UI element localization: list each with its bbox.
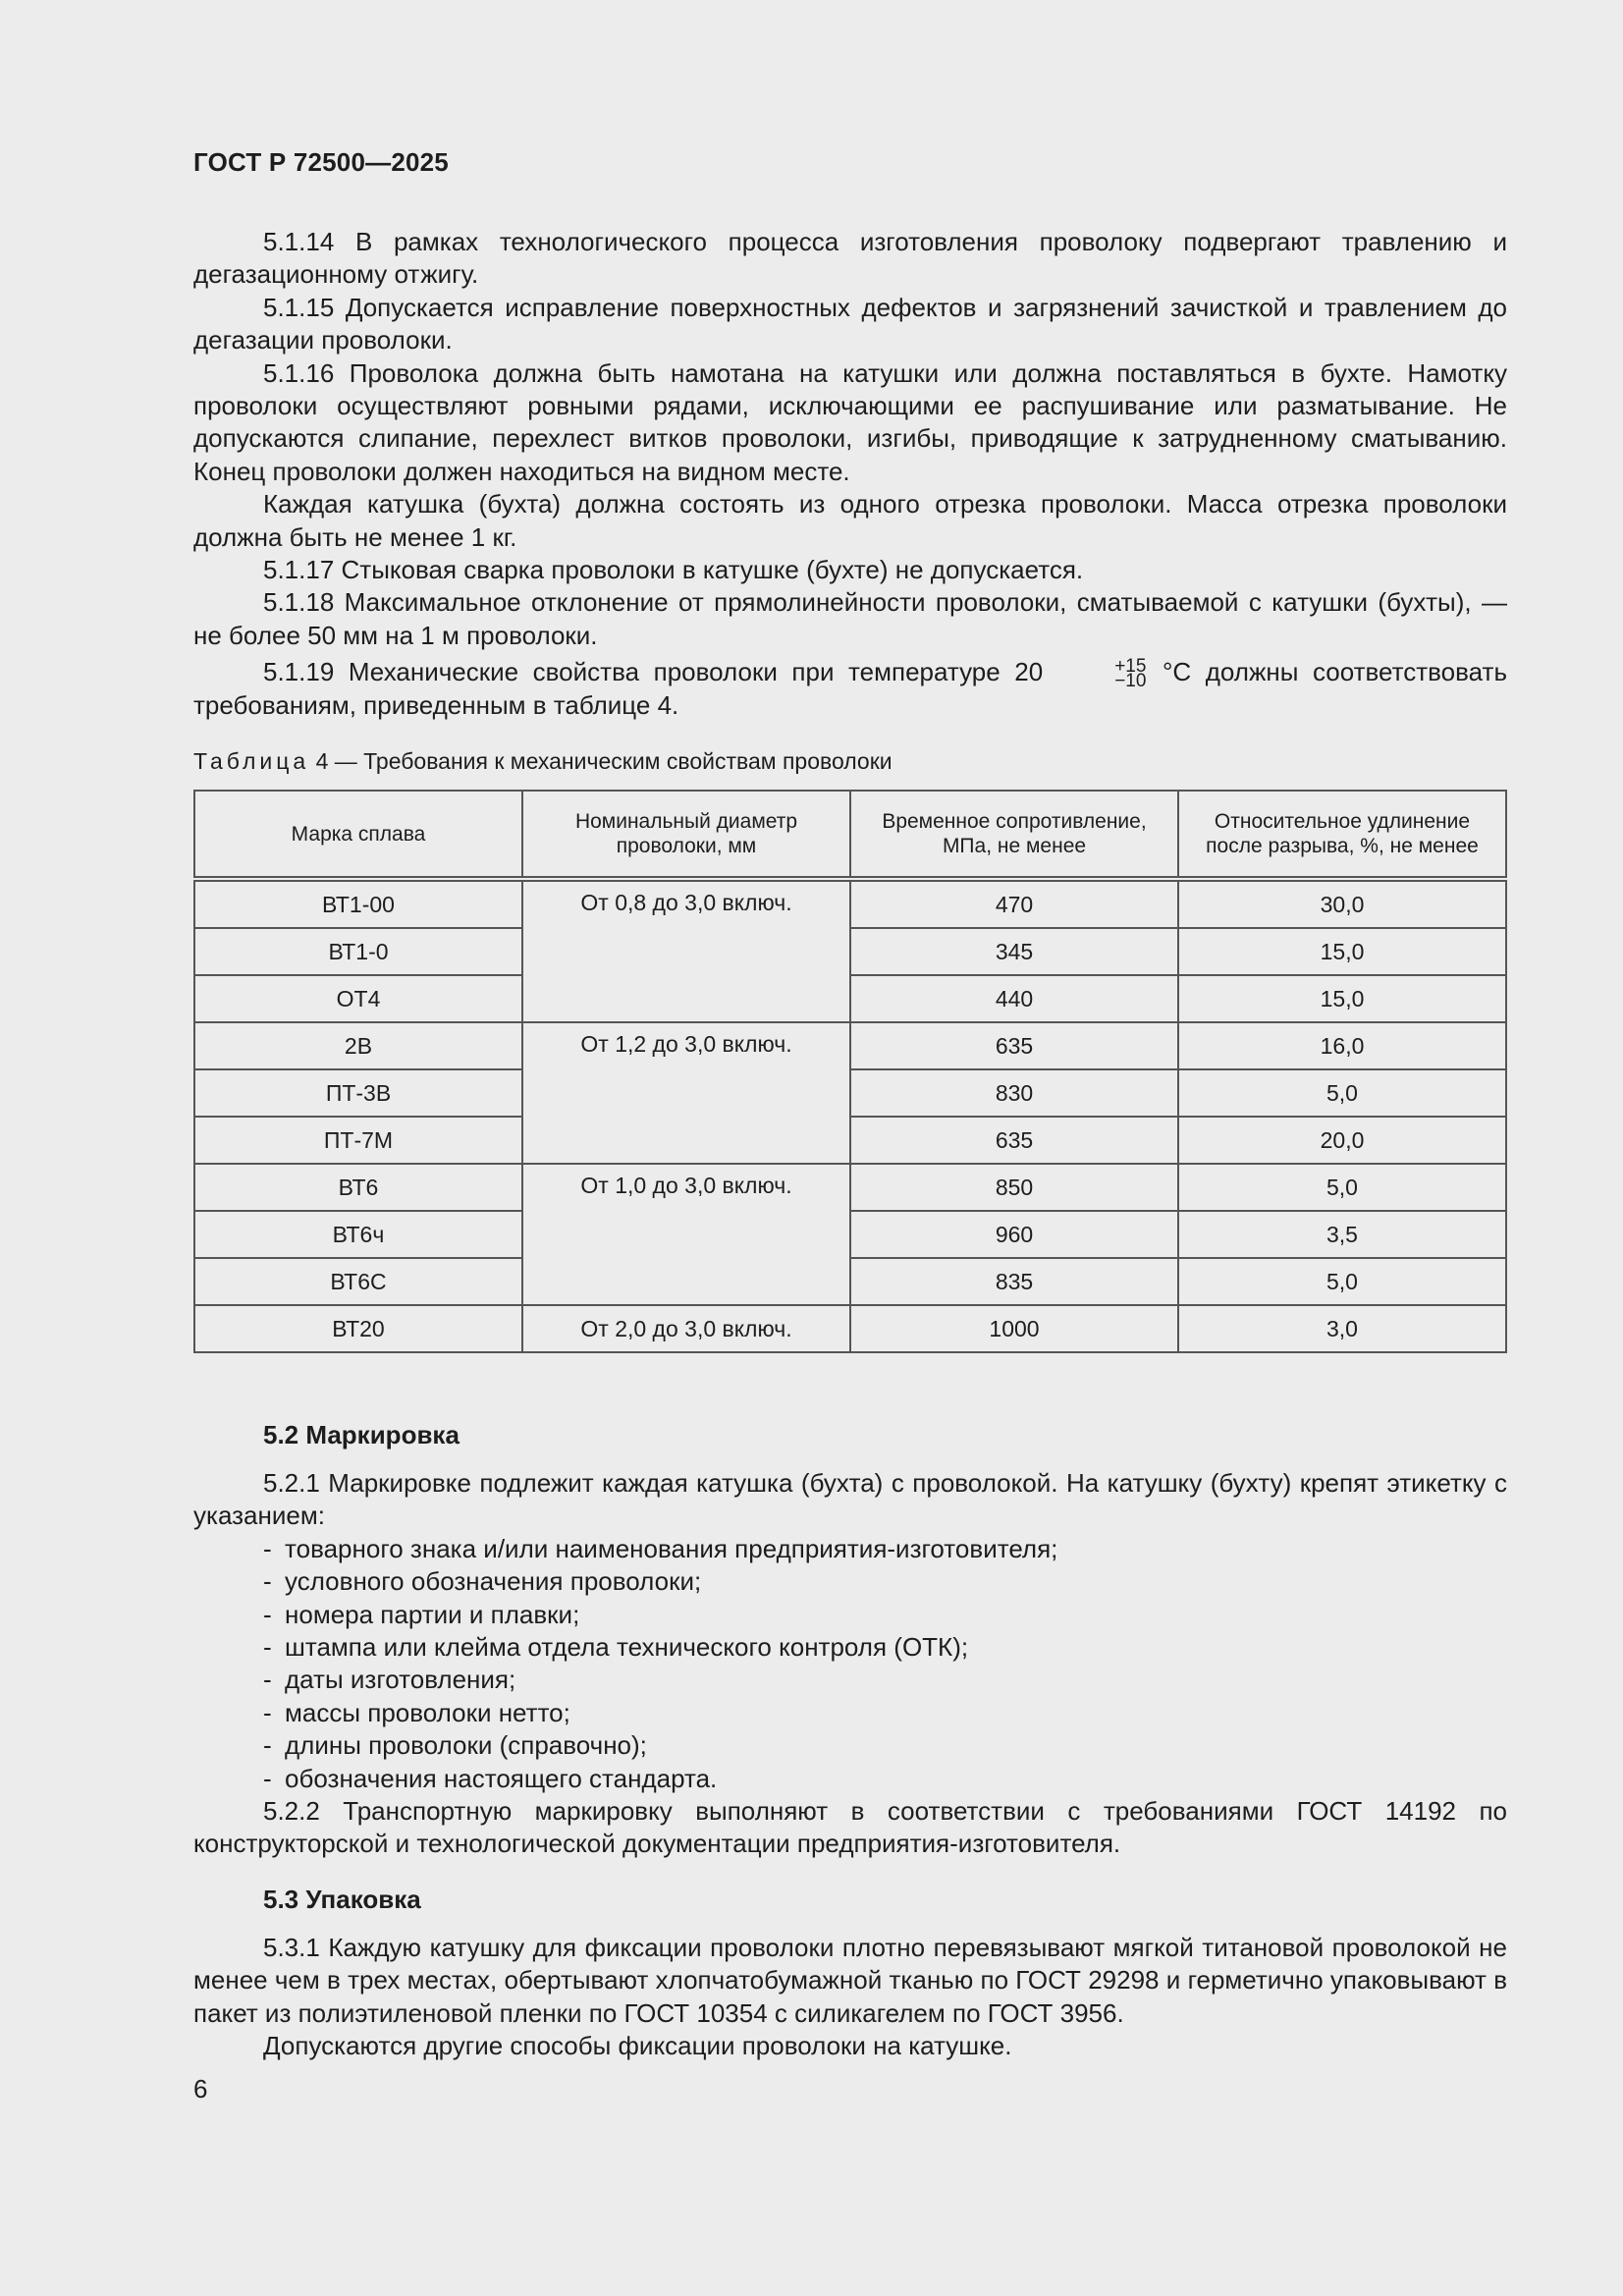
cell-alloy: ВТ20 [194,1305,522,1352]
cell-alloy: ВТ6С [194,1258,522,1305]
paragraph-5-1-19-end: °С должны соответствовать требованиям, приведенным в таблице 4. [193,657,1507,720]
cell-elongation: 5,0 [1178,1258,1506,1305]
cell-elongation: 16,0 [1178,1022,1506,1069]
cell-strength: 635 [850,1117,1178,1164]
temperature-value: 20 [1014,657,1044,687]
paragraph-5-1-19 [193,656,1507,722]
cell-elongation: 20,0 [1178,1117,1506,1164]
list-marker: - [263,1566,272,1597]
paragraph-5-1-16: 5.1.16 Проволока должна быть намотана на катушки или должна поставляться в бухте. Намотку проволоки осуществляют ровными рядами, исключающими ее распушивание или разматывание. Не допускаются слипание, перехлест витков проволоки, изгибы, приводящие к затрудненному сматыванию. Конец проволоки должен находиться на видном месте. [193,357,1507,486]
list-item-text: массы проволоки нетто; [285,1697,570,1727]
table-row [194,1258,1506,1305]
paragraph-5-1-15: 5.1.15 Допускается исправление поверхностных дефектов и загрязнений зачисткой и травлением до дегазации проволоки. [193,292,1507,355]
list-item-text: номера партии и плавки; [285,1599,580,1629]
list-marker: - [263,1697,272,1727]
cell-elongation: 3,0 [1178,1305,1506,1352]
list-item-text: обозначения настоящего стандарта. [285,1763,718,1793]
cell-diameter: От 2,0 до 3,0 включ. [522,1305,850,1352]
cell-strength: 470 [850,879,1178,928]
paragraph-5-1-18: 5.1.18 Максимальное отклонение от прямолинейности проволоки, сматываемой с катушки (бухты), — не более 50 мм на 1 м проволоки. [193,587,1507,650]
list-item [193,1664,1507,1696]
list-item [193,1697,1507,1729]
cell-alloy: 2В [194,1022,522,1069]
paragraph-5-2-1: 5.2.1 Маркировке подлежит каждая катушка (бухта) с проволокой. На катушку (бухту) крепят этикетку с указанием: [193,1468,1507,1531]
cell-alloy: ВТ1-00 [194,879,522,928]
cell-strength: 850 [850,1164,1178,1211]
cell-alloy: ВТ6ч [194,1211,522,1258]
table-caption [193,748,893,775]
paragraph-5-1-19-start: 5.1.19 Механические свойства проволоки при температуре [263,657,1015,687]
list-item [193,1533,1507,1565]
table-row [194,1305,1506,1352]
section-5-3-body [193,1932,1507,2063]
paragraph-5-3-1-continued: Допускаются другие способы фиксации проволоки на катушке. [263,2031,1012,2061]
table-row [194,1211,1506,1258]
table-caption-label: Таблица [193,748,310,774]
section-heading-5-3: 5.3 Упаковка [263,1885,421,1914]
cell-elongation: 15,0 [1178,928,1506,975]
cell-strength: 830 [850,1069,1178,1117]
list-marker: - [263,1533,272,1563]
section-heading-5-2: 5.2 Маркировка [263,1420,460,1449]
cell-strength: 635 [850,1022,1178,1069]
paragraph-5-1-16-continued: Каждая катушка (бухта) должна состоять из одного отрезка проволоки. Масса отрезка проволоки должна быть не менее 1 кг. [193,489,1507,552]
list-item-text: товарного знака и/или наименования предприятия-изготовителя; [285,1533,1058,1563]
list-item-text: даты изготовления; [285,1665,516,1695]
cell-strength: 835 [850,1258,1178,1305]
paragraph-5-2-2: 5.2.2 Транспортную маркировку выполняют в соответствии с требованиями ГОСТ 14192 по конструкторской и технологической документации предприятия-изготовителя. [193,1796,1507,1859]
cell-alloy: ПТ-3В [194,1069,522,1117]
table-row [194,1022,1506,1069]
list-item [193,1729,1507,1762]
cell-diameter: От 1,0 до 3,0 включ. [522,1164,850,1305]
list-marker: - [263,1763,272,1793]
paragraph-5-1-17: 5.1.17 Стыковая сварка проволоки в катушке (бухте) не допускается. [263,555,1084,585]
list-marker: - [263,1632,272,1663]
table-caption-text: 4 — Требования к механическим свойствам проволоки [309,748,893,774]
marking-list [193,1533,1507,1795]
table-row [194,1069,1506,1117]
temperature-tolerance [1045,656,1147,692]
table-row [194,928,1506,975]
list-marker: - [263,1730,272,1761]
cell-alloy: ОТ4 [194,975,522,1022]
col-header-alloy: Марка сплава [194,791,522,879]
cell-strength: 345 [850,928,1178,975]
list-item [193,1631,1507,1664]
col-header-diameter: Номинальный диаметр проволоки, мм [522,791,850,879]
tolerance-upper: +15 [1114,656,1147,678]
cell-alloy: ПТ-7М [194,1117,522,1164]
list-item [193,1565,1507,1598]
cell-elongation: 15,0 [1178,975,1506,1022]
table-row [194,1117,1506,1164]
cell-alloy: ВТ6 [194,1164,522,1211]
list-item-text: условного обозначения проволоки; [285,1566,702,1597]
cell-strength: 440 [850,975,1178,1022]
list-item-text: штампа или клейма отдела технического контроля (ОТК); [285,1632,969,1663]
list-marker: - [263,1665,272,1695]
paragraph-5-1-14: 5.1.14 В рамках технологического процесса изготовления проволоку подвергают травлению и дегазационному отжигу. [193,227,1507,290]
cell-diameter: От 0,8 до 3,0 включ. [522,879,850,1022]
list-item [193,1763,1507,1795]
cell-strength: 1000 [850,1305,1178,1352]
table-4 [193,790,1507,1353]
cell-elongation: 5,0 [1178,1164,1506,1211]
list-item [193,1599,1507,1631]
tolerance-lower: −10 [1114,671,1147,692]
cell-elongation: 5,0 [1178,1069,1506,1117]
table-row [194,879,1506,928]
cell-diameter: От 1,2 до 3,0 включ. [522,1022,850,1164]
table-row [194,1164,1506,1211]
cell-elongation: 3,5 [1178,1211,1506,1258]
mechanical-properties-table [193,790,1507,1353]
list-item-text: длины проволоки (справочно); [285,1730,647,1761]
document-header: ГОСТ Р 72500—2025 [193,147,449,177]
cell-strength: 960 [850,1211,1178,1258]
cell-elongation: 30,0 [1178,879,1506,928]
col-header-elongation: Относительное удлинение после разрыва, %, не менее [1178,791,1506,879]
list-marker: - [263,1599,272,1629]
section-5-2-body [193,1467,1507,1861]
table-row [194,975,1506,1022]
cell-alloy: ВТ1-0 [194,928,522,975]
paragraph-5-3-1: 5.3.1 Каждую катушку для фиксации проволоки плотно перевязывают мягкой титановой проволокой не менее чем в трех местах, обертывают хлопчатобумажной тканью по ГОСТ 29298 и герметично упаковывают в пакет из полиэтиленовой пленки по ГОСТ 10354 с силикагелем по ГОСТ 3956. [193,1933,1507,2028]
page-number: 6 [193,2074,208,2104]
col-header-strength: Временное сопротивление, МПа, не менее [850,791,1178,879]
table-header-row [194,791,1506,879]
paragraphs-5-1 [193,226,1507,722]
